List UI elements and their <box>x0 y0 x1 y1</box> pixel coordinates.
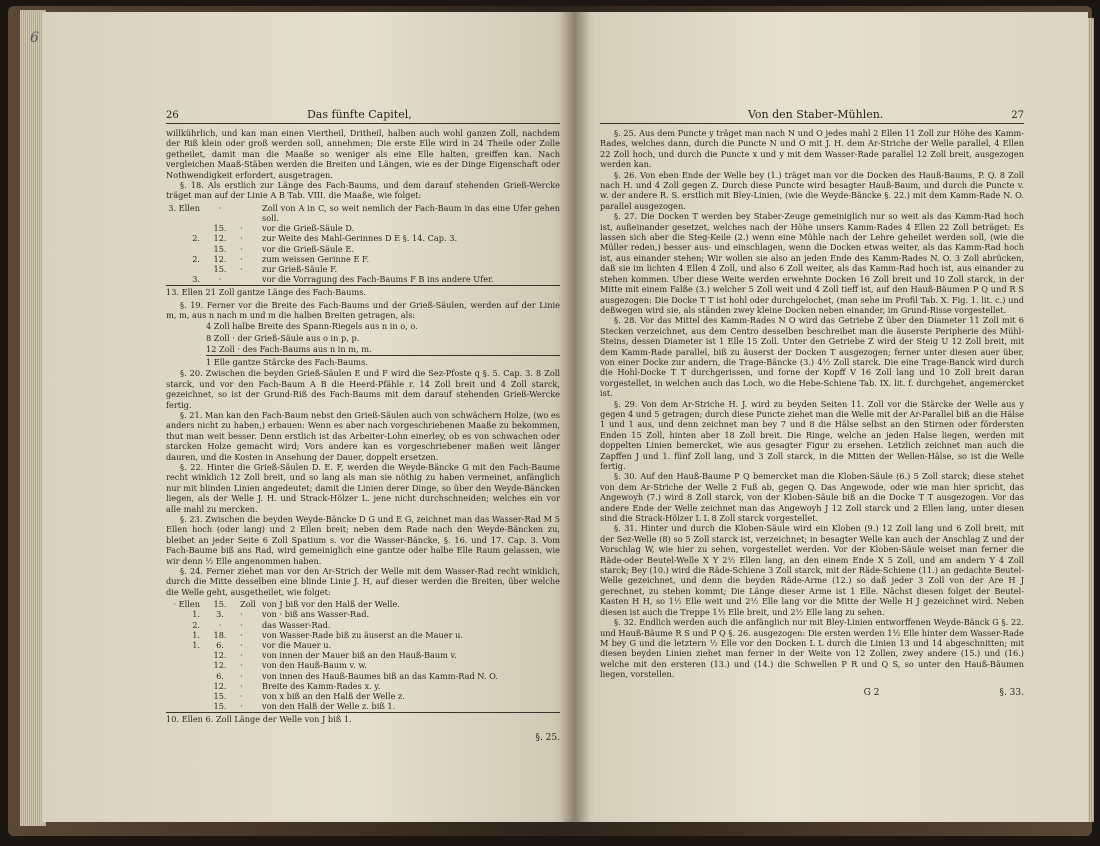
paragraph-21: §. 21. Man kan den Fach-Baum nebst den Grieß-Säulen auch von schwächern Holze, (wo es anders nicht zu haben,) erbauen: Wenn es aber nach vorgeschriebenen Maaße zu bekommen, thut man weit besser. Denn erstlich ist das Arbeiter-Lohn einerley, ob es von schwachen oder starcken Holze gemacht wird; Vors andere kan es vorgeschriebener maßen weit länger dauren, und die Kosten in Ansehung der Dauer, doppelt ersetzen. <box>166 409 560 462</box>
paragraph-31: §. 31. Hinter und durch die Kloben-Säule wird ein Kloben (9.) 12 Zoll lang und 6 Zoll breit, mit der Sez-Welle (8) so 5 Zoll starck ist, verzeichnet; in besagter Welle kan auch der Anschlag Z und der Vorschlag W, wie hier zu sehen, vorgestellet werden. Vor der Kloben-Säule weiset man ferner die Räde-oder Beutel-Welle X Y 2½ Ellen lang, an den einem Ende X 5 Zoll, und am andern Y 4 Zoll starck; Bey (10.) wird die Räde-Schiene 3 Zoll starck, mit der Räde-Schiene (11.) an gedachte Beutel-Welle gezeichnet, und denn die beyden Räde-Arme (12.) so daß jeder 3 Zoll von der Are H J gerechnet, zu stehen kommt; Die Länge dieser Arme ist 1 Elle. Nächst diesen folget der Beutel-Kasten H H, so 1½ Elle weit und 2½ Elle lang vor die Mitte der Welle H J gezeichnet wird. Neben diesen ist auch die Treppe 1½ Elle breit, und 2½ Elle lang zu sehen. <box>600 523 1024 617</box>
list-sum: 10. Ellen 6. Zoll Länge der Welle von J biß 1. <box>166 712 560 724</box>
paragraph-23: §. 23. Zwischen die beyden Weyde-Bäncke D G und E G, zeichnet man das Wasser-Rad M 5 Ellen hoch (oder lang) und 2 Ellen breit; neben dem Rade nach den Weyde-Bäncken zu, bleibet an jeder Seite 6 Zoll Spatium s. vor die Wasser-Bäncke, §. 16. und 17. Cap. 3. Vom Fach-Baume biß ans Rad, wird gemeiniglich eine gantze oder halbe Elle Raum gelassen, wie wir denn ½ Elle angenommen haben. <box>166 513 560 566</box>
right-page-body <box>600 128 1024 698</box>
list-item: 3. · vor die Vorragung des Fach-Baums F B ins andere Ufer. <box>192 274 494 285</box>
list-item: 1. 6. · vor die Mauer u. <box>192 640 332 651</box>
left-page-footer <box>166 733 560 743</box>
list-item: 15. · von x biß an den Halß der Welle z. <box>213 691 405 702</box>
paragraph-29: §. 29. Von dem Ar-Striche H. J. wird zu beyden Seiten 11. Zoll vor die Stärcke der Welle aus y gegen 4 und 5 getragen; durch diese Puncte ziehet man die Welle mit der Ar-Parallel biß an die Hälse 1 und 1 aus, und denn zeichnet man bey 7 und 8 die Hälse selbst an den Stirnen oder fördersten Enden 15 Zoll, hinten aber 18 Zoll breit. Die Ringe, welche an jeden Halse liegen, werden mit doppelten Linien bemercket, wie aus gesagter Figur zu ersehen. Letzlich zeichnet man auch die Zapffen J und 1. fünf Zoll lang, und 3 Zoll starck, in die Mitten der Wellen-Hälse, so ist die Welle fertig. <box>600 398 1024 471</box>
list-item: 15. · zur Grieß-Säule F. <box>213 264 338 275</box>
list-item: 4 Zoll halbe Breite des Spann-Riegels aus n in o, o. <box>206 321 418 332</box>
list-item: 12. · von innen der Mauer biß an den Hauß-Baum v. <box>213 650 457 661</box>
right-page-header <box>600 108 1024 124</box>
list-item: 3. Ellen · Zoll von A in C, so weit nemlich der Fach-Baum in das eine Ufer gehen soll. <box>168 202 560 224</box>
catchword: §. 33. <box>999 687 1024 698</box>
signature-mark: G 2 <box>863 687 880 698</box>
list-sum: 13. Ellen 21 Zoll gantze Länge des Fach-Baums. <box>166 285 560 297</box>
paragraph-22: §. 22. Hinter die Grieß-Säulen D. E. F, werden die Weyde-Bäncke G mit den Fach-Baume recht winklich 12 Zoll breit, und so lang als man sie nöthig zu haben vermeinet, anfänglich nur mit blinden Linien angedeutet; damit die Linien derer Dinge, so über den Weyde-Bäncken liegen, als der Welle J. H. und Strack-Hölzer L. jene nicht durchschneiden; welches ein vor alle mahl zu mercken. <box>166 461 560 514</box>
list-item: 12. · Breite des Kamm-Rades x. y. <box>213 680 381 691</box>
left-page-header <box>166 108 560 124</box>
right-running-title: Von den Staber-Mühlen. <box>747 108 884 121</box>
list-item: 2. 12. · zur Weite des Mahl-Gerinnes D E §. 14. Cap. 3. <box>192 233 458 244</box>
paragraph-25: §. 25. Aus dem Puncte y träget man nach N und O jedes mahl 2 Ellen 11 Zoll zur Höhe des Kamm-Rades, welches dann, durch die Puncte N und O mit J. H. dem Ar-Striche der Welle parallel, 4 Ellen 22 Zoll hoch, und durch die Puncte x und y mit dem Wasser-Rade parallel 12 Zoll breit, ausgezogen werden kan. <box>600 128 1024 170</box>
paragraph-18: §. 18. Als erstlich zur Länge des Fach-Baums, und dem darauf stehenden Grieß-Wercke träget man auf der Linie A B Tab. VIII. die Maaße, wie folget: <box>166 180 560 201</box>
pencil-mark: 6 <box>30 30 39 46</box>
measure-list-18 <box>166 203 560 298</box>
paragraph-19: §. 19. Ferner vor die Breite des Fach-Baums und der Grieß-Säulen, werden auf der Linie m, m, aus n nach m und m die halben Breiten getragen, als: <box>166 299 560 321</box>
left-page-body <box>166 128 560 743</box>
left-running-title: Das fünfte Capitel, <box>306 108 412 121</box>
paragraph-32: §. 32. Endlich werden auch die anfänglich nur mit Bley-Linien entworffenen Weyde-Bänck G §. 22. und Hauß-Bäume R S und P Q §. 26. ausgezogen: Die ersten werden 1½ Elle hinter dem Wasser-Rade M bey G und die letztern ½ Elle vor den Docken L L durch die Linien 13 und 14 abgeschnitten; mit diesen beyden Linien ziehet man ferner in der Weite von 12 Zollen, zwey andere (15.) und (16.) welche mit den ersteren (13.) und (14.) die Schwellen P R und Q S, so unter den Hauß-Bäumen liegen, vorstellen. <box>600 617 1024 680</box>
paragraph-20: §. 20. Zwischen die beyden Grieß-Säulen E und F wird die Sez-Pfoste q §. 5. Cap. 3. 8 Zoll starck, und vor den Fach-Baum A B die Heerd-Pfähle r. 14 Zoll breit und 4 Zoll starck, gezeichnet, so ist der Grund-Riß des Fach-Baums mit dem darauf stehenden Grieß-Wercke fertig. <box>166 368 560 410</box>
list-item: 1. 3. · von · biß ans Wasser-Rad. <box>192 609 370 620</box>
right-page-footer <box>600 688 1024 698</box>
list-item: 15. · von den Halß der Welle z. biß 1. <box>213 701 396 712</box>
right-page <box>574 12 1088 822</box>
list-sum: 1 Elle gantze Stärcke des Fach-Baums. <box>206 355 560 367</box>
paragraph: willkührlich, und kan man einen Viertheil, Dritheil, halben auch wohl ganzen Zoll, nachdem der Riß klein oder groß werden soll, annehmen; Die erste Elle wird in 24 Theile oder Zolle getheilet, damit man die Maaße so weniger als eine Elle halten, greiffen kan. Nach vergleichen Maaß-Stäben werden die Breiten und Längen, wie es der Dinge Eigenschaft oder Nothwendigkeit erfordert, ausgetragen. <box>166 128 560 180</box>
right-page-number: 27 <box>1011 110 1024 121</box>
measure-list-24 <box>166 599 560 724</box>
list-item: 12 Zoll · des Fach-Baums aus n in m, m. <box>206 343 372 354</box>
catchword: §. 25. <box>535 732 560 743</box>
paragraph-26: §. 26. Von eben Ende der Welle bey (1.) träget man vor die Docken des Hauß-Baums, P. Q. 8 Zoll nach H. und 4 Zoll gegen Z. Durch diese Puncte wird besagter Hauß-Baum, und durch die Puncte v. w. der andere R. S. erstlich mit Bley-Linien, (wie die Weyde-Bäncke §. 22.) mit dem Kamm-Rade N. O. parallel ausgezogen. <box>600 169 1024 211</box>
paragraph-28: §. 28. Vor das Mittel des Kamm-Rades N O wird das Getriebe Z über den Diameter 11 Zoll mit 6 Stecken verzeichnet, aus dem Centro desselben beschreibet man die äuserste Peripherie des Mühl-Steins, dessen Diameter ist 1 Elle 15 Zoll. Unter den Getriebe Z wird der Steig U 12 Zoll breit, mit dem Kamm-Rade parallel, biß zu äuserst der Docken T ausgezogen; ferner unter diesen auer über, von einer Docke zur andern, die Trage-Bäncke (3.) 4½ Zoll starck. Die eine Trage-Banck wird durch die Hohl-Docke T T durchgerissen, und forne der Kopff V 16 Zoll lang und 10 Zoll breit daran vorgestellet, in welchen auch das Loch, wo die Hebe-Schiene Tab. IX. lit. f. durchgehet, angemercket ist. <box>600 315 1024 399</box>
paragraph-30: §. 30. Auf den Hauß-Baume P Q bemercket man die Kloben-Säule (6.) 5 Zoll starck; diese stehet von dem Ar-Striche der Welle 2 Fuß ab, gegen Q. Das Angewode, oder wie man hier spricht, das Angewoyh (7.) wird 8 Zoll starck, von der Kloben-Säule biß an die Docke T T ausgezogen. Vor das andere Ende der Welle zeichnet man das Angewoyh J 12 Zoll starck und 2 Ellen lang, unter diesen sind die Strack-Hölzer L L 8 Zoll starck vorgestellet. <box>600 471 1024 524</box>
list-item: 15. · vor die Grieß-Säule E. <box>213 243 354 254</box>
list-item: 8 Zoll · der Grieß-Säule aus o in p, p. <box>206 332 360 343</box>
list-item: 1. 18. · von Wasser-Rade biß zu äuserst an die Mauer u. <box>192 629 464 640</box>
list-item: · Ellen 15. Zoll von J biß vor den Halß der Welle. <box>173 599 400 610</box>
list-item: 15. · vor die Grieß-Säule D. <box>213 223 355 234</box>
left-page <box>42 12 574 822</box>
list-item: 2. · · das Wasser-Rad. <box>192 619 331 630</box>
left-page-number: 26 <box>166 110 179 121</box>
list-item: 6. · von innen des Hauß-Baumes biß an das Kamm-Rad N. O. <box>216 670 498 681</box>
list-item: 2. 12. · zum weissen Gerinne E F. <box>192 253 370 264</box>
paragraph-24: §. 24. Ferner ziehet man vor den Ar-Strich der Welle mit dem Wasser-Rad recht winklich, durch die Mitte desselben eine blinde Linie J. H, auf dieser werden die Breiten, über welche die Welle geht, ausgetheilet, wie folget: <box>166 566 560 597</box>
book-gutter <box>560 12 590 822</box>
list-item: 12. · von den Hauß-Baum v. w. <box>213 660 367 671</box>
paragraph-27: §. 27. Die Docken T werden bey Staber-Zeuge gemeiniglich nur so weit als das Kamm-Rad hoch ist, außeinander gesetzet, welches nach der Höhe unsers Kamm-Rades 4 Ellen 22 Zoll beträget: Es lassen sich aber die Steg-Keile (2.) wenn eine Mühle nach der Lehre geheilet werden soll, (wie die Müller reden,) besser aus- und einschlagen, wenn die Docken etwas weiter, als das Kamm-Rad hoch ist, aus einander stehen; Wir wollen sie also an jeden Ende des Kamm-Rades N. O. 3 Zoll abrücken, daß sie im lichten 4 Ellen 4 Zoll, und also 6 Zoll weiter, als das Kamm-Rad hoch ist, aus einander zu stehen kommen. Uber diese Weite werden erwehnte Docken 16 Zoll breit und 10 Zoll starck, in der Mitte mit einem Falße (3.) welcher 5 Zoll weit und 4 Zoll tieff ist, auf den Hauß-Bäumen P Q und R S ausgezogen: Die Docke T T ist hohl oder durchgelochet, (man sehe im Profil Tab. X. Fig. 1. lit. c.) und deßwegen wird sie, als ständen zwey kleine Docken neben einander, im Grund-Risse vorgestellet. <box>600 211 1024 315</box>
